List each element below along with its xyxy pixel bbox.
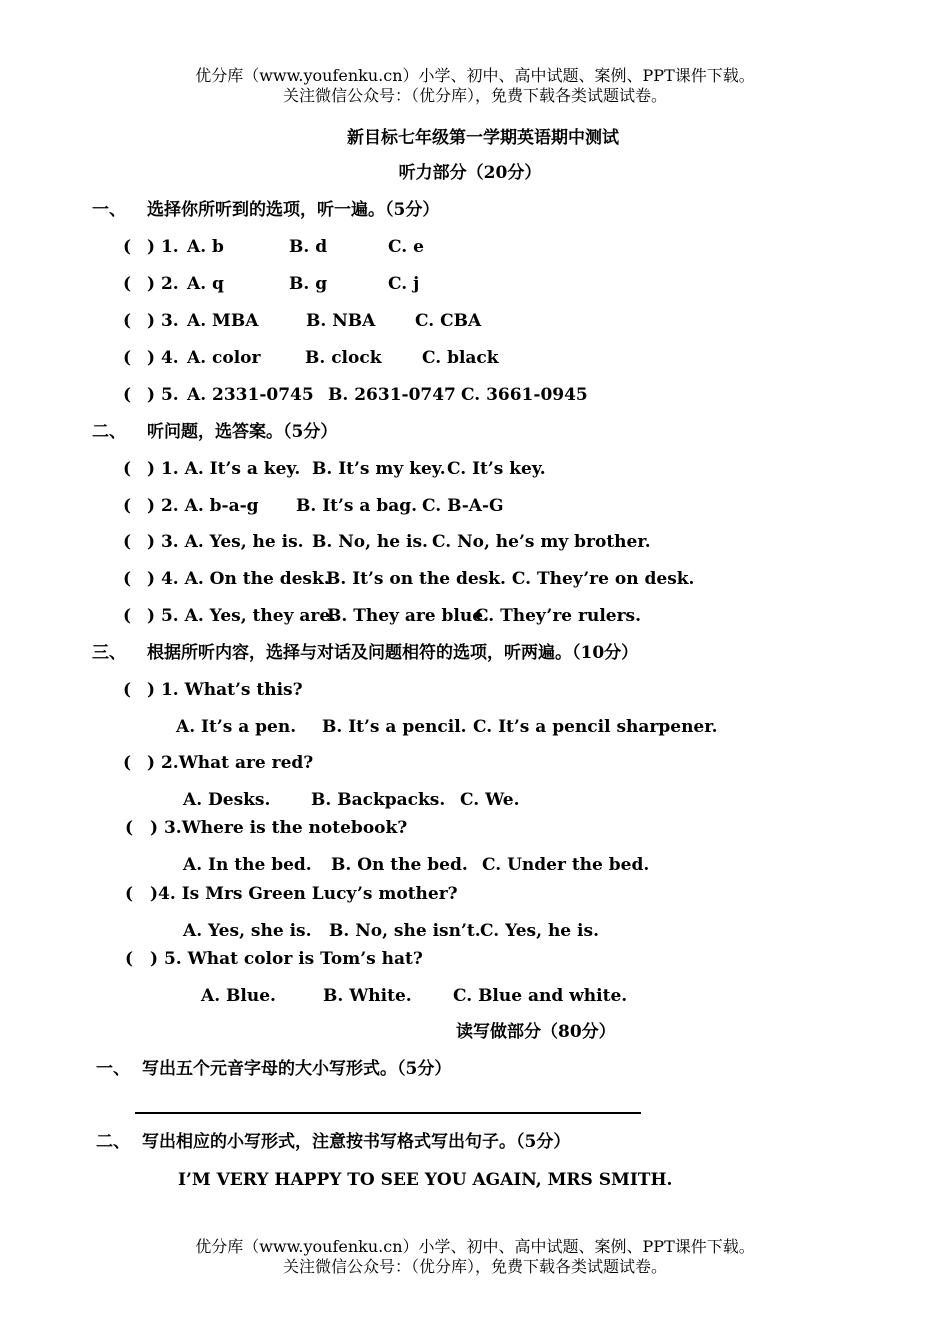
s3-q1-option-b: B. It’s a pencil. bbox=[322, 717, 467, 737]
answer-paren: ( bbox=[123, 274, 132, 294]
s3-q4-option-b: B. No, she isn’t. bbox=[329, 921, 481, 941]
s3-q5-option-a: A. Blue. bbox=[201, 986, 276, 1006]
footer-line-2: 关注微信公众号：（优分库），免费下载各类试题试卷。 bbox=[282, 1257, 667, 1276]
writing-1-number: 一、 bbox=[96, 1059, 130, 1079]
header-line-2: 关注微信公众号：（优分库），免费下载各类试题试卷。 bbox=[282, 86, 667, 105]
writing-2-title: 写出相应的小写形式，注意按书写格式写出句子。（5分） bbox=[142, 1132, 571, 1152]
s1-q5-number: ) 5. bbox=[147, 385, 179, 405]
s1-q3-number: ) 3. bbox=[147, 311, 179, 331]
answer-paren: ( bbox=[123, 569, 132, 589]
s1-q2-number: ) 2. bbox=[147, 274, 179, 294]
answer-line bbox=[135, 1112, 641, 1114]
writing-1-title: 写出五个元音字母的大小写形式。（5分） bbox=[142, 1059, 452, 1079]
s1-q1-option-b: B. d bbox=[289, 237, 328, 257]
answer-paren: ( bbox=[123, 606, 132, 626]
s1-q4-option-b: B. clock bbox=[305, 348, 382, 368]
s3-q2-question: ) 2.What are red? bbox=[147, 753, 314, 773]
s3-q5-question: ) 5. What color is Tom’s hat? bbox=[150, 949, 423, 969]
listening-section-title: 听力部分（20分） bbox=[398, 163, 542, 183]
s3-q3-question: ) 3.Where is the notebook? bbox=[150, 818, 408, 838]
s1-q3-option-b: B. NBA bbox=[306, 311, 376, 331]
s1-q1-number: ) 1. bbox=[147, 237, 179, 257]
s2-q2-option-b: B. It’s a bag. bbox=[296, 496, 418, 516]
reading-writing-title: 读写做部分（80分） bbox=[456, 1022, 616, 1042]
s3-q2-option-c: C. We. bbox=[460, 790, 520, 810]
s3-q4-option-c: C. Yes, he is. bbox=[480, 921, 599, 941]
s1-q2-option-c: C. j bbox=[388, 274, 420, 294]
s2-q4-stem: ) 4. A. On the desk. bbox=[147, 569, 330, 589]
s2-q2-option-c: C. B-A-G bbox=[422, 496, 504, 516]
s2-q5-option-b: B. They are blue. bbox=[327, 606, 489, 626]
answer-paren: ( bbox=[125, 818, 134, 838]
s3-q4-question: )4. Is Mrs Green Lucy’s mother? bbox=[150, 884, 458, 904]
answer-paren: ( bbox=[123, 753, 132, 773]
writing-2-sentence: I’M VERY HAPPY TO SEE YOU AGAIN, MRS SMITH. bbox=[178, 1170, 673, 1190]
answer-paren: ( bbox=[123, 311, 132, 331]
s2-q1-option-c: C. It’s key. bbox=[447, 459, 546, 479]
section-2-number: 二、 bbox=[92, 422, 126, 442]
s2-q1-option-b: B. It’s my key. bbox=[312, 459, 446, 479]
answer-paren: ( bbox=[123, 496, 132, 516]
s1-q4-option-c: C. black bbox=[422, 348, 499, 368]
s3-q1-question: ) 1. What’s this? bbox=[147, 680, 303, 700]
section-1-title: 选择你所听到的选项，听一遍。（5分） bbox=[147, 200, 440, 220]
s2-q1-stem: ) 1. A. It’s a key. bbox=[147, 459, 301, 479]
footer-line-1: 优分库（www.youfenku.cn）小学、初中、高中试题、案例、PPT课件下载。 bbox=[195, 1237, 755, 1256]
s1-q1-option-a: A. b bbox=[187, 237, 224, 257]
s1-q3-option-c: C. CBA bbox=[415, 311, 482, 331]
s2-q4-option-b: B. It’s on the desk. C. They’re on desk. bbox=[326, 569, 695, 589]
writing-2-number: 二、 bbox=[96, 1132, 130, 1152]
s1-q5-option-c: C. 3661-0945 bbox=[461, 385, 588, 405]
s2-q2-stem: ) 2. A. b-a-g bbox=[147, 496, 259, 516]
s3-q2-option-b: B. Backpacks. bbox=[311, 790, 446, 810]
answer-paren: ( bbox=[123, 237, 132, 257]
s1-q2-option-b: B. g bbox=[289, 274, 328, 294]
s2-q5-option-c: C. They’re rulers. bbox=[475, 606, 642, 626]
answer-paren: ( bbox=[123, 348, 132, 368]
s3-q3-option-b: B. On the bed. bbox=[331, 855, 468, 875]
s3-q1-option-c: C. It’s a pencil sharpener. bbox=[473, 717, 718, 737]
s2-q3-stem: ) 3. A. Yes, he is. bbox=[147, 532, 304, 552]
s3-q5-option-b: B. White. bbox=[323, 986, 412, 1006]
section-3-title: 根据所听内容，选择与对话及问题相符的选项，听两遍。（10分） bbox=[147, 643, 639, 663]
s1-q5-option-a: A. 2331-0745 bbox=[187, 385, 314, 405]
s3-q5-option-c: C. Blue and white. bbox=[453, 986, 628, 1006]
s3-q3-option-c: C. Under the bed. bbox=[482, 855, 650, 875]
answer-paren: ( bbox=[123, 680, 132, 700]
section-2-title: 听问题，选答案。（5分） bbox=[147, 422, 338, 442]
answer-paren: ( bbox=[125, 949, 134, 969]
s1-q2-option-a: A. q bbox=[187, 274, 224, 294]
page-title: 新目标七年级第一学期英语期中测试 bbox=[347, 128, 619, 148]
s2-q3-option-b: B. No, he is. bbox=[312, 532, 428, 552]
answer-paren: ( bbox=[125, 884, 134, 904]
s1-q4-option-a: A. color bbox=[187, 348, 261, 368]
s1-q1-option-c: C. e bbox=[388, 237, 424, 257]
s2-q5-stem: ) 5. A. Yes, they are. bbox=[147, 606, 337, 626]
section-1-number: 一、 bbox=[92, 200, 126, 220]
s3-q4-option-a: A. Yes, she is. bbox=[183, 921, 312, 941]
answer-paren: ( bbox=[123, 385, 132, 405]
s2-q3-option-c: C. No, he’s my brother. bbox=[432, 532, 651, 552]
s3-q2-option-a: A. Desks. bbox=[183, 790, 271, 810]
answer-paren: ( bbox=[123, 532, 132, 552]
s1-q4-number: ) 4. bbox=[147, 348, 179, 368]
answer-paren: ( bbox=[123, 459, 132, 479]
s1-q3-option-a: A. MBA bbox=[187, 311, 259, 331]
s3-q1-option-a: A. It’s a pen. bbox=[176, 717, 297, 737]
s1-q5-option-b: B. 2631-0747 bbox=[328, 385, 456, 405]
section-3-number: 三、 bbox=[92, 643, 126, 663]
header-line-1: 优分库（www.youfenku.cn）小学、初中、高中试题、案例、PPT课件下载。 bbox=[195, 66, 755, 85]
s3-q3-option-a: A. In the bed. bbox=[183, 855, 312, 875]
